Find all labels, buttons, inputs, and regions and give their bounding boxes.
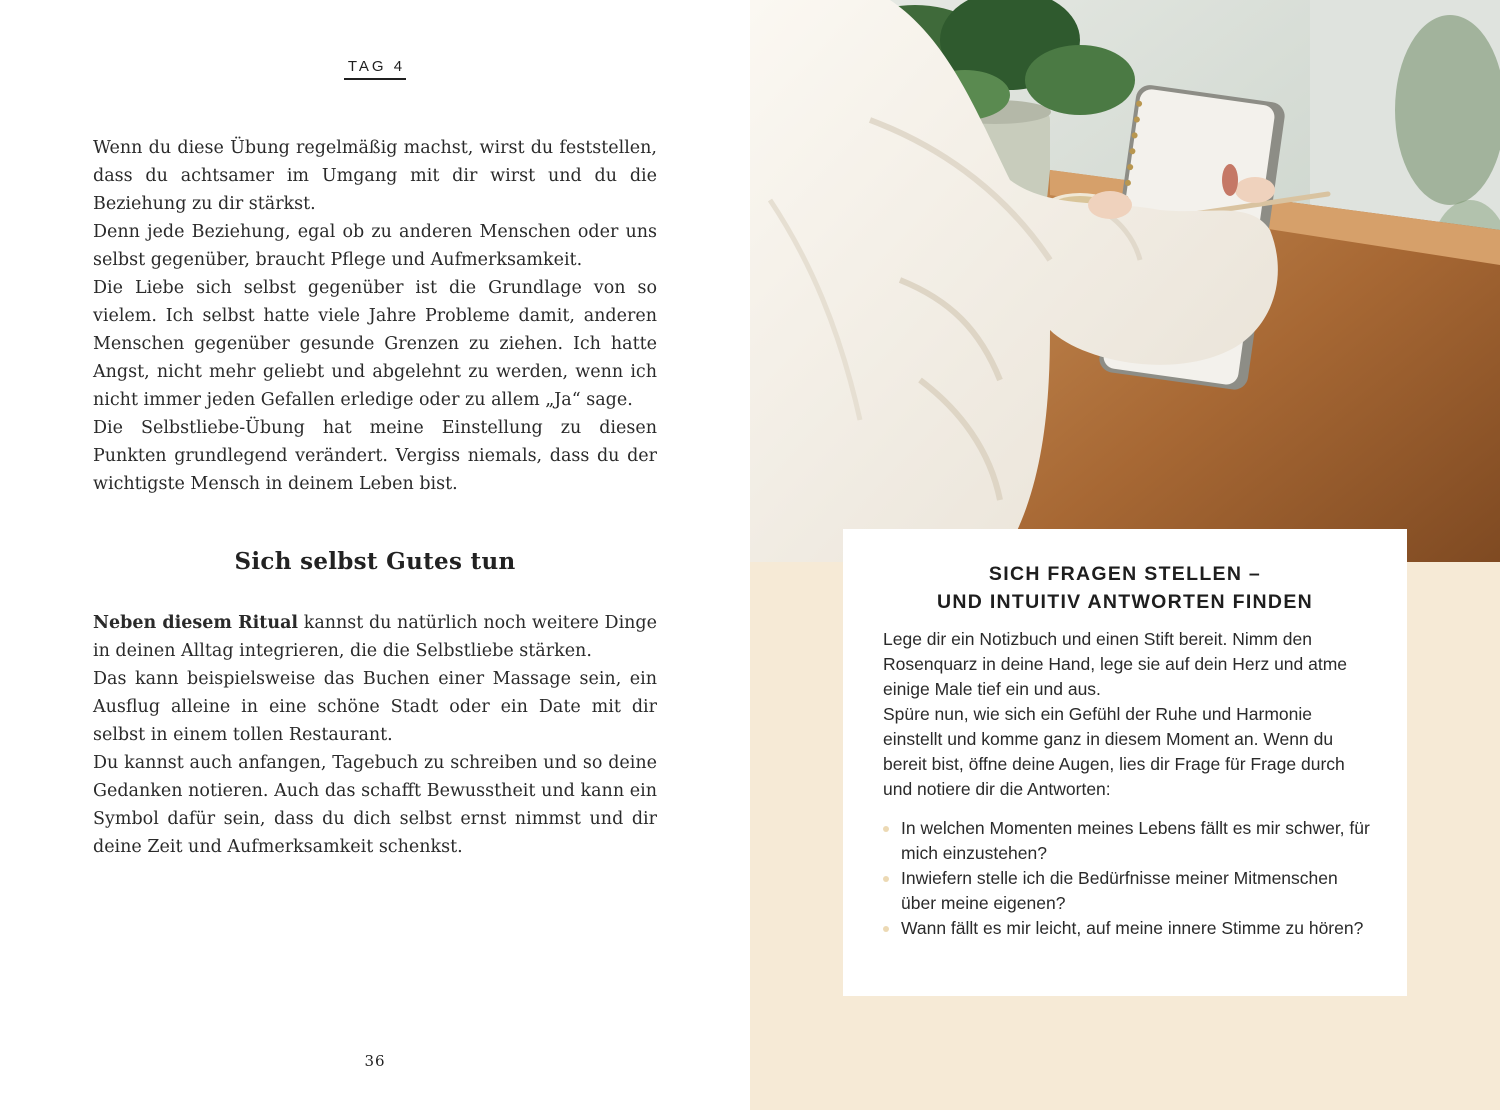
lead-in-bold: Neben diesem Ritual <box>93 613 299 633</box>
title-line-2: UND INTUITIV ANTWORTEN FINDEN <box>936 591 1314 613</box>
bullet-dot-icon <box>883 926 889 932</box>
running-head <box>0 56 750 75</box>
paragraph: Die Liebe sich selbst gegenüber ist die Grundlage von so vielem. Ich selbst hatte viele Jahre Probleme damit, anderen Menschen gegenüber gesunde Grenzen zu ziehen. Ich hatte Angst, nicht mehr geliebt und abgelehnt zu werden, wenn ich nicht immer jeden Gefallen erledige oder zu allem „Ja“ sage. <box>93 278 657 410</box>
question-list <box>883 816 1373 941</box>
photo-knitted-sweater-notebook <box>750 0 1500 562</box>
section-heading: Sich selbst Gutes tun <box>234 548 516 575</box>
text-block-intro <box>93 134 657 498</box>
paragraph: Du kannst auch anfangen, Tagebuch zu schreiben und so deine Gedanken notieren. Auch das schafft Bewusstheit und kann ein Symbol dafür sein, dass du dich selbst ernst nimmst und dir deine Zeit und Aufmerksamkeit schenkst. <box>93 753 657 857</box>
title-line-1: SICH FRAGEN STELLEN – <box>988 563 1262 585</box>
question-item <box>883 916 1373 941</box>
instruction-paragraph: Spüre nun, wie sich ein Gefühl der Ruhe und Harmonie einstellt und komme ganz in diesem Moment an. Wenn du bereit bist, öffne deine Augen, lies dir Frage für Frage durch und notiere dir die Antworten: <box>883 704 1345 799</box>
question-text: Wann fällt es mir leicht, auf meine innere Stimme zu hören? <box>901 918 1364 938</box>
page-number: 36 <box>364 1052 386 1070</box>
question-text: Inwiefern stelle ich die Bedürfnisse meiner Mitmenschen über meine eigenen? <box>901 868 1338 913</box>
instruction-paragraph: Lege dir ein Notizbuch und einen Stift bereit. Nimm den Rosenquarz in deine Hand, lege sie auf dein Herz und atme einige Male tief ein und aus. <box>883 629 1348 699</box>
paragraph: Das kann beispielsweise das Buchen einer Massage sein, ein Ausflug alleine in eine schöne Stadt oder ein Date mit dir selbst in einem tollen Restaurant. <box>93 669 657 745</box>
exercise-box <box>843 529 1407 996</box>
question-text: In welchen Momenten meines Lebens fällt es mir schwer, für mich einzustehen? <box>901 818 1370 863</box>
bullet-dot-icon <box>883 826 889 832</box>
paragraph-rest: kannst du natürlich noch weitere Dinge in deinen Alltag integrieren, die die Selbstliebe stärken. <box>93 613 657 661</box>
question-item <box>883 816 1373 866</box>
paragraph: Die Selbstliebe-Übung hat meine Einstellung zu diesen Punkten grundlegend verändert. Vergiss niemals, dass du der wichtigste Mensch in deinem Leben bist. <box>93 418 657 494</box>
running-head-label: TAG 4 <box>344 58 406 80</box>
photo-illustration <box>750 0 1500 562</box>
paragraph: Wenn du diese Übung regelmäßig machst, wirst du feststellen, dass du achtsamer im Umgang mit dir wirst und du die Beziehung zu dir stärkst. <box>93 138 657 214</box>
text-block-section <box>93 609 657 861</box>
exercise-instructions <box>883 627 1373 802</box>
question-item <box>883 866 1373 916</box>
exercise-box-title <box>843 560 1407 616</box>
paragraph: Denn jede Beziehung, egal ob zu anderen Menschen oder uns selbst gegenüber, braucht Pflege und Aufmerksamkeit. <box>93 222 657 270</box>
paragraph <box>93 609 657 665</box>
bullet-dot-icon <box>883 876 889 882</box>
